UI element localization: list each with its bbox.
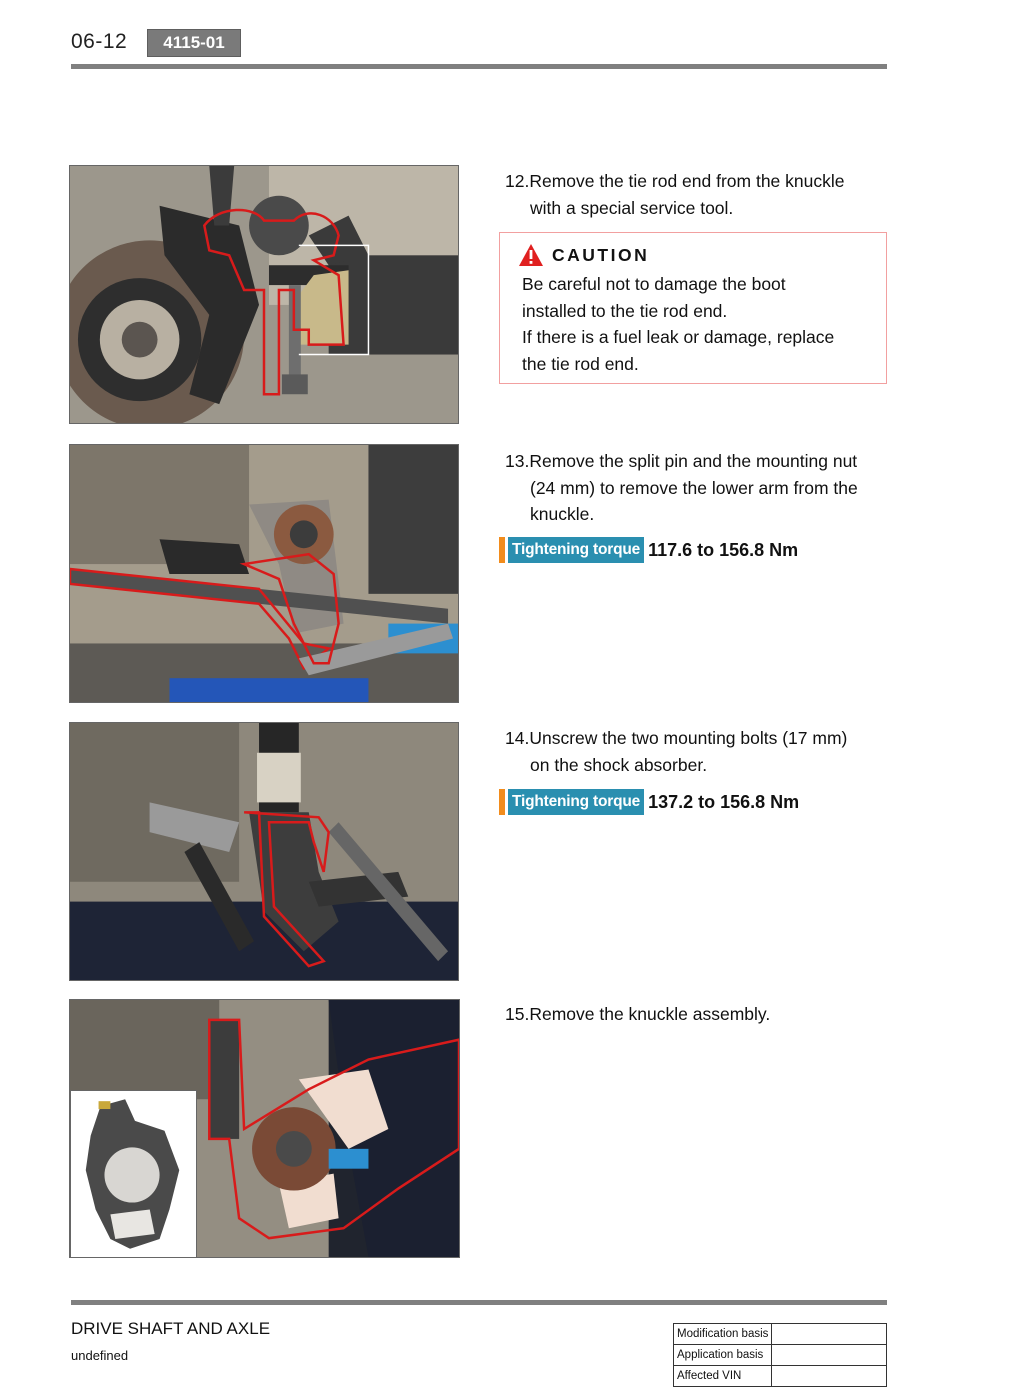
basis-value bbox=[772, 1345, 887, 1366]
torque-value: 117.6 to 156.8 Nm bbox=[648, 539, 799, 560]
step-15-photo bbox=[69, 999, 460, 1258]
knuckle-inset-image bbox=[70, 1090, 197, 1258]
caution-line: If there is a fuel leak or damage, replace bbox=[522, 327, 835, 347]
footer-subtitle: undefined bbox=[71, 1348, 129, 1363]
page-number: 06-12 bbox=[71, 30, 128, 53]
torque-spec-step-14 bbox=[499, 789, 799, 815]
torque-value: 137.2 to 156.8 Nm bbox=[648, 791, 800, 812]
step-15-number: 15. bbox=[505, 1004, 530, 1024]
torque-accent-bar bbox=[499, 537, 505, 563]
step-14-line1: Unscrew the two mounting bolts (17 mm) bbox=[529, 728, 848, 748]
step-14 bbox=[505, 725, 895, 778]
basis-label: Modification basis bbox=[674, 1324, 772, 1345]
step-12-line2: with a special service tool. bbox=[530, 197, 734, 218]
basis-value bbox=[772, 1366, 887, 1387]
footer-chapter-title: DRIVE SHAFT AND AXLE bbox=[71, 1319, 271, 1338]
table-row bbox=[674, 1345, 887, 1366]
caution-line: Be careful not to damage the boot bbox=[522, 274, 786, 294]
step-13-photo bbox=[69, 444, 459, 703]
step-15-line1: Remove the knuckle assembly. bbox=[529, 1004, 771, 1024]
torque-accent-bar bbox=[499, 789, 505, 815]
basis-label: Affected VIN bbox=[674, 1366, 772, 1387]
step-14-photo bbox=[69, 722, 459, 981]
caution-text bbox=[522, 271, 882, 377]
table-row bbox=[674, 1324, 887, 1345]
step-14-line2: on the shock absorber. bbox=[530, 754, 708, 775]
basis-value bbox=[772, 1324, 887, 1345]
caution-line: installed to the tie rod end. bbox=[522, 300, 728, 321]
step-12-number: 12. bbox=[505, 171, 530, 191]
torque-spec-step-13 bbox=[499, 537, 798, 563]
step-13-number: 13. bbox=[505, 451, 530, 471]
section-code-badge: 4115-01 bbox=[147, 29, 241, 57]
torque-label: Tightening torque bbox=[508, 537, 644, 563]
basis-label: Application basis bbox=[674, 1345, 772, 1366]
caution-line: the tie rod end. bbox=[522, 353, 639, 374]
step-13-line1: Remove the split pin and the mounting nut bbox=[529, 451, 858, 471]
step-13 bbox=[505, 448, 895, 528]
header-rule bbox=[71, 64, 887, 69]
table-row bbox=[674, 1366, 887, 1387]
caution-title: CAUTION bbox=[552, 245, 650, 265]
step-14-number: 14. bbox=[505, 728, 530, 748]
step-12-line1: Remove the tie rod end from the knuckle bbox=[529, 171, 845, 191]
basis-table bbox=[673, 1323, 887, 1387]
warning-triangle-icon bbox=[518, 243, 544, 267]
step-13-line3: knuckle. bbox=[530, 504, 595, 524]
step-12-photo bbox=[69, 165, 459, 424]
step-12 bbox=[505, 168, 895, 221]
step-13-line2: (24 mm) to remove the lower arm from the bbox=[530, 477, 858, 498]
step-15 bbox=[505, 1001, 895, 1028]
footer-rule bbox=[71, 1300, 887, 1305]
torque-label: Tightening torque bbox=[508, 789, 644, 815]
caution-box bbox=[499, 232, 887, 384]
